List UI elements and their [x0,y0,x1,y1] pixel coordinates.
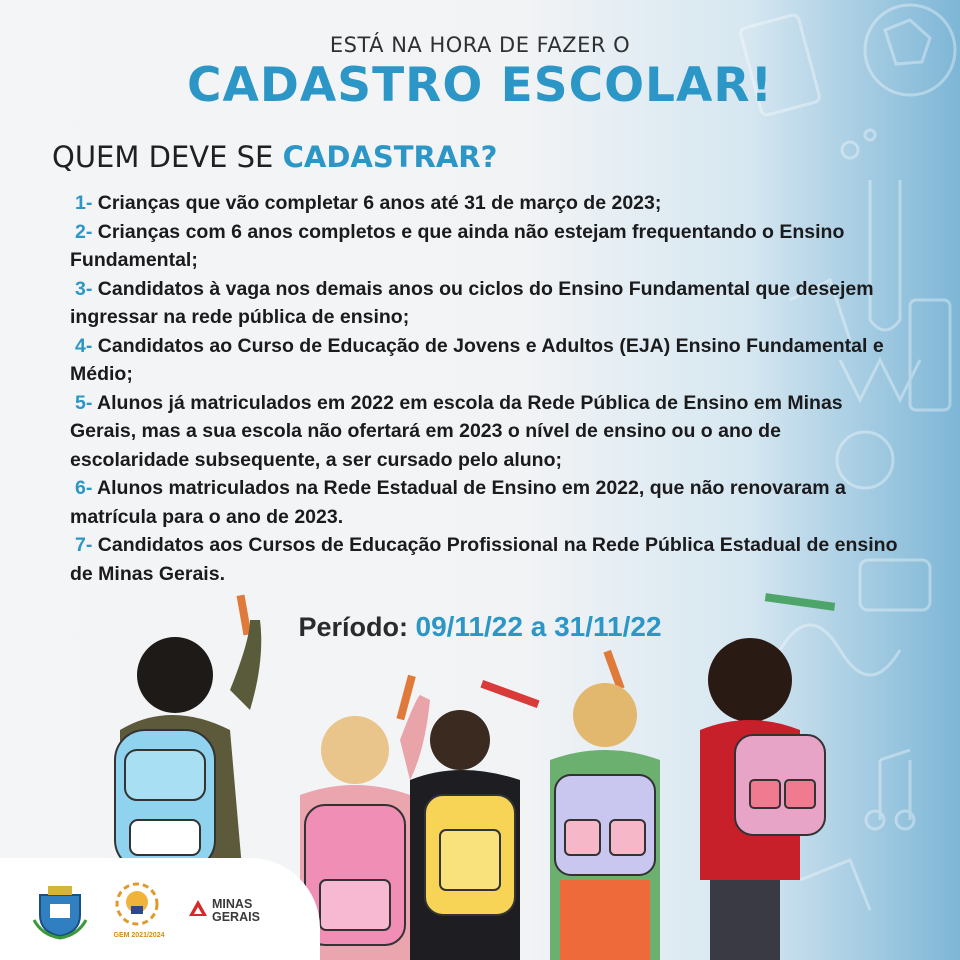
item-text: Crianças com 6 anos completos e que ainda não estejam frequentando o Ensino Fundamental; [70,220,845,271]
logos-footer [0,858,320,960]
item-text: Alunos já matriculados em 2022 em escola da Rede Pública de Ensino em Minas Gerais, mas a sua escola não ofertará em 2023 o nível de ensino ou o ano de escolaridade subsequente, a ser cursado pelo aluno; [70,391,843,471]
question-highlight: CADASTRAR? [282,140,498,174]
question-prefix: QUEM DEVE SE [52,140,274,174]
item-number: 4- [75,334,93,357]
item-number: 2- [75,220,93,243]
section-question [52,140,497,174]
list-item [70,275,900,332]
mg-line1: MINAS [212,897,253,911]
item-number: 7- [75,534,93,556]
period-label: Período: [298,612,408,642]
list-item [70,474,900,531]
period-dates: 09/11/22 a 31/11/22 [415,611,662,642]
list-item [70,189,900,218]
kid-yellow-backpack [410,680,540,960]
gem-logo-icon [107,876,167,932]
item-text: Candidatos ao Curso de Educação de Jovens e Adultos (EJA) Ensino Fundamental e Médio; [70,334,884,385]
item-text: Crianças que vão completar 6 anos até 31 de março de 2023; [97,192,662,214]
item-number: 1- [75,192,93,214]
eligibility-list [70,189,900,588]
city-coat-of-arms-icon [30,880,90,940]
kid-pink-backpack-2 [700,593,835,960]
list-item [70,218,900,275]
list-item [70,332,900,389]
item-text: Candidatos à vaga nos demais anos ou ciclos do Ensino Fundamental que desejem ingressar na rede pública de ensino; [70,277,874,328]
item-number: 3- [75,277,93,300]
minas-gerais-logo-text [212,898,260,924]
mg-line2: GERAIS [212,910,260,924]
list-item [70,389,900,475]
pre-title: ESTÁ NA HORA DE FAZER O [329,33,631,57]
main-title: CADASTRO ESCOLAR! [186,58,774,113]
item-number: 6- [75,477,93,499]
gem-label: GEM 2021/2024 [113,932,165,939]
item-text: Candidatos aos Cursos de Educação Profissional na Rede Pública Estadual de ensino de Minas Gerais. [70,534,898,585]
kid-lavender-backpack [550,650,660,960]
item-text: Alunos matriculados na Rede Estadual de Ensino em 2022, que não renovaram a matrícula para o ano de 2023. [70,477,846,528]
item-number: 5- [75,391,93,414]
minas-gerais-triangle-icon [188,898,208,918]
